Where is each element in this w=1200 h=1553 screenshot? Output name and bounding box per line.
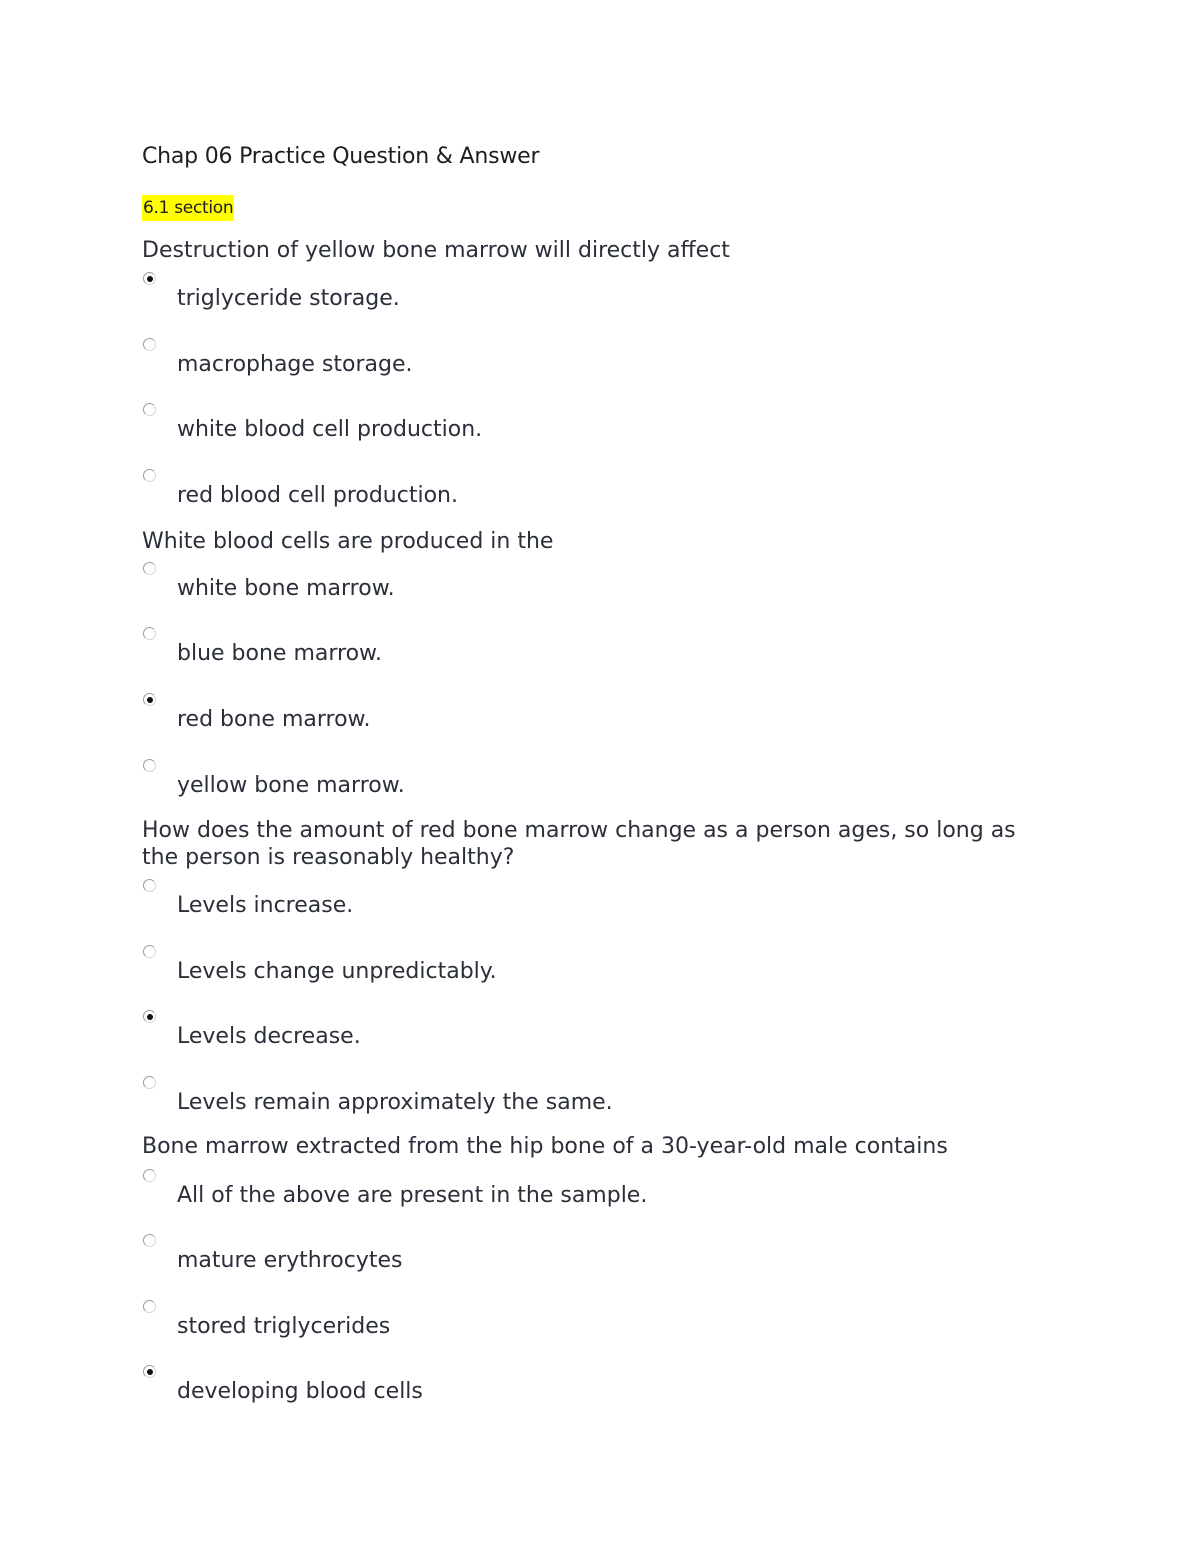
option-label: All of the above are present in the sample. [177,1183,648,1208]
option-label: red blood cell production. [177,483,458,508]
question-1-text: Destruction of yellow bone marrow will directly affect [142,238,730,263]
page-title: Chap 06 Practice Question & Answer [142,144,540,169]
answer-option[interactable] [142,759,842,819]
answer-option[interactable] [142,338,842,398]
question-4-text: Bone marrow extracted from the hip bone of a 30-year-old male contains [142,1134,948,1159]
option-label: blue bone marrow. [177,641,383,666]
option-label: Levels increase. [177,893,354,918]
radio-button[interactable] [143,879,156,892]
radio-button[interactable] [143,759,156,772]
answer-option[interactable] [142,627,842,687]
option-label: Levels change unpredictably. [177,959,497,984]
answer-option[interactable] [142,469,842,529]
radio-button[interactable] [143,403,156,416]
answer-option[interactable] [142,403,842,463]
section-highlight: 6.1 section [142,195,234,221]
radio-button[interactable] [143,1234,156,1247]
radio-button[interactable] [143,469,156,482]
question-3-text: How does the amount of red bone marrow change as a person ages, so long as the person is reasonably healthy? [142,818,1016,870]
question-2-text: White blood cells are produced in the [142,529,554,554]
option-label: white bone marrow. [177,576,395,601]
option-label: Levels decrease. [177,1024,361,1049]
radio-button[interactable] [143,627,156,640]
radio-button[interactable] [143,693,156,706]
answer-option[interactable] [142,1169,842,1229]
answer-option[interactable] [142,272,842,332]
radio-button[interactable] [143,945,156,958]
answer-option[interactable] [142,945,842,1005]
radio-button[interactable] [143,1300,156,1313]
radio-button[interactable] [143,1169,156,1182]
answer-option[interactable] [142,1234,842,1294]
option-label: yellow bone marrow. [177,773,405,798]
radio-button[interactable] [143,1076,156,1089]
option-label: stored triglycerides [177,1314,391,1339]
option-label: white blood cell production. [177,417,483,442]
answer-option[interactable] [142,879,842,939]
answer-option[interactable] [142,693,842,753]
radio-button[interactable] [143,338,156,351]
answer-option[interactable] [142,1010,842,1070]
answer-option[interactable] [142,1300,842,1360]
option-label: triglyceride storage. [177,286,400,311]
answer-option[interactable] [142,1076,842,1136]
option-label: macrophage storage. [177,352,413,377]
radio-button[interactable] [143,272,156,285]
radio-button[interactable] [143,1010,156,1023]
option-label: red bone marrow. [177,707,371,732]
radio-button[interactable] [143,1365,156,1378]
answer-option[interactable] [142,1365,842,1425]
radio-button[interactable] [143,562,156,575]
answer-option[interactable] [142,562,842,622]
option-label: Levels remain approximately the same. [177,1090,613,1115]
option-label: developing blood cells [177,1379,423,1404]
option-label: mature erythrocytes [177,1248,403,1273]
